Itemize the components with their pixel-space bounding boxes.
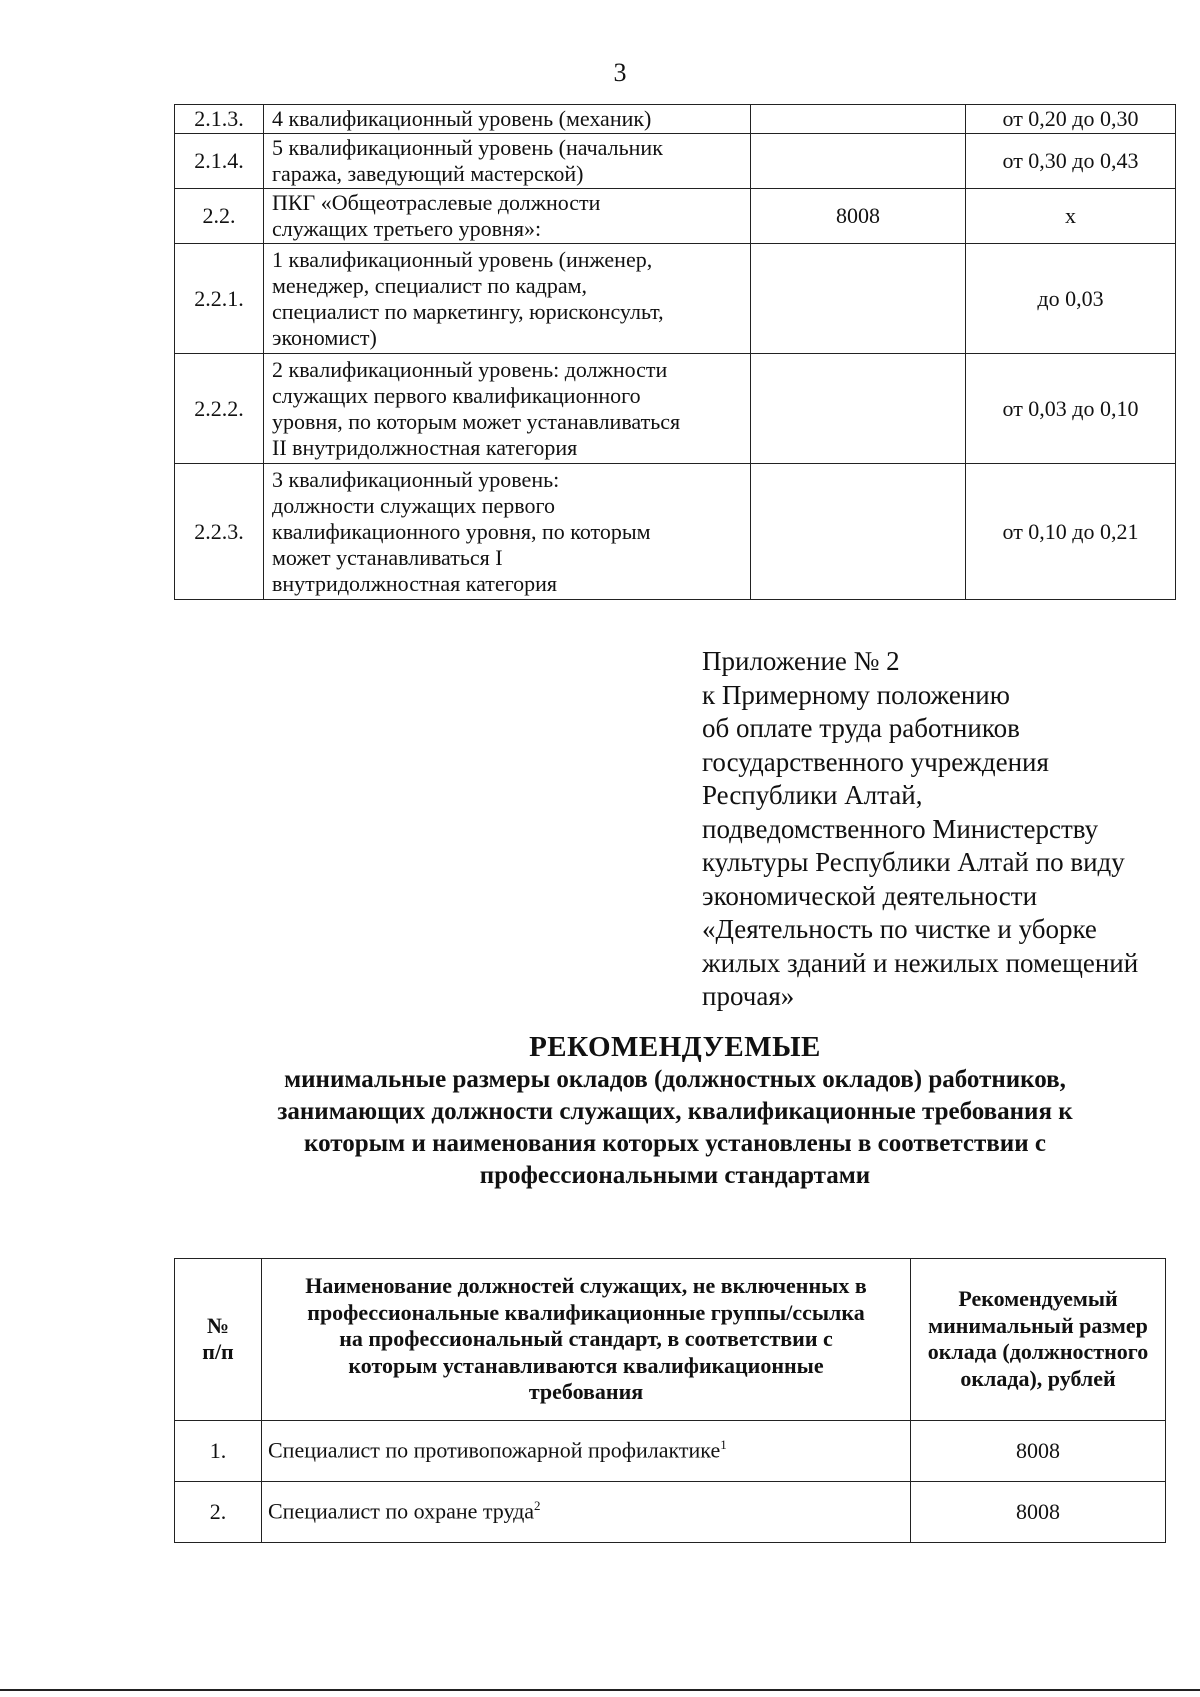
appendix-reference bbox=[702, 645, 1182, 1014]
table-header-row bbox=[175, 1259, 1166, 1421]
table-row bbox=[175, 1420, 1166, 1481]
appendix-line: прочая» bbox=[702, 981, 795, 1011]
row-name: 3 квалификационный уровень: должности служащих первого квалификационного уровня, по которым может устанавливаться I внутридолжностная категория bbox=[264, 464, 751, 600]
row-coefficient: от 0,03 до 0,10 bbox=[966, 354, 1176, 464]
appendix-line: подведомственного Министерству bbox=[702, 813, 1099, 844]
appendix-line: к Примерному положению bbox=[702, 679, 1010, 710]
appendix-line: экономической деятельности bbox=[702, 880, 1038, 911]
row-code: 2.2.1. bbox=[175, 244, 264, 354]
row-code: 2.2.3. bbox=[175, 464, 264, 600]
row-salary bbox=[751, 464, 966, 600]
appendix-line: об оплате труда работников bbox=[702, 713, 1020, 743]
row-coefficient: х bbox=[966, 189, 1176, 244]
table-row bbox=[175, 244, 1176, 354]
row-name: 5 квалификационный уровень (начальник гаража, заведующий мастерской) bbox=[264, 134, 751, 189]
row-name: 2 квалификационный уровень: должности служащих первого квалификационного уровня, по которым может устанавливаться II внутридолжностная категория bbox=[264, 354, 751, 464]
appendix-line: Приложение № 2 bbox=[702, 646, 900, 676]
row-name: ПКГ «Общеотраслевые должности служащих третьего уровня»: bbox=[264, 189, 751, 244]
row-position: Специалист по противопожарной профилактике$^1$ bbox=[262, 1420, 911, 1481]
row-code: 2.1.4. bbox=[175, 134, 264, 189]
row-salary bbox=[751, 244, 966, 354]
row-name: 1 квалификационный уровень (инженер, менеджер, специалист по кадрам, специалист по маркетингу, юрисконсульт, экономист) bbox=[264, 244, 751, 354]
heading-title: РЕКОМЕНДУЕМЫЕ bbox=[529, 1031, 821, 1063]
row-salary bbox=[751, 105, 966, 134]
row-salary: 8008 bbox=[911, 1481, 1166, 1542]
table-row bbox=[175, 134, 1176, 189]
row-number: 2. bbox=[175, 1481, 262, 1542]
header-number: № п/п bbox=[175, 1259, 262, 1421]
appendix-line: культуры Республики Алтай по виду bbox=[702, 847, 1125, 877]
table-row bbox=[175, 189, 1176, 244]
footnote-divider bbox=[0, 1689, 1200, 1691]
salary-table bbox=[174, 1258, 1166, 1543]
row-coefficient: от 0,30 до 0,43 bbox=[966, 134, 1176, 189]
appendix-line: «Деятельность по чистке и уборке bbox=[702, 914, 1097, 944]
row-name: 4 квалификационный уровень (механик) bbox=[264, 105, 751, 134]
document-heading bbox=[174, 1030, 1176, 1192]
row-coefficient: от 0,20 до 0,30 bbox=[966, 105, 1176, 134]
header-position: Наименование должностей служащих, не включенных в профессиональные квалификационные группы/ссылка на профессиональный стандарт, в соответствии с которым устанавливаются квалификационные требования bbox=[262, 1259, 911, 1421]
appendix-line: Республики Алтай, bbox=[702, 780, 923, 810]
row-coefficient: до 0,03 bbox=[966, 244, 1176, 354]
heading-subtitle: минимальные размеры окладов (должностных окладов) работников, занимающих должности служащих, квалификационные требования к которым и наименования которых установлены в соответствии с профессиональными стандартами bbox=[277, 1066, 1073, 1189]
row-coefficient: от 0,10 до 0,21 bbox=[966, 464, 1176, 600]
row-salary: 8008 bbox=[911, 1420, 1166, 1481]
table-row bbox=[175, 105, 1176, 134]
table-row bbox=[175, 464, 1176, 600]
footnote-marker: 2 bbox=[534, 1498, 541, 1514]
coefficients-table bbox=[174, 104, 1176, 600]
appendix-line: жилых зданий и нежилых помещений bbox=[702, 947, 1139, 978]
row-salary: 8008 bbox=[751, 189, 966, 244]
row-code: 2.1.3. bbox=[175, 105, 264, 134]
row-code: 2.2.2. bbox=[175, 354, 264, 464]
row-salary bbox=[751, 354, 966, 464]
row-position: Специалист по охране труда$^2$ bbox=[262, 1481, 911, 1542]
row-code: 2.2. bbox=[175, 189, 264, 244]
page-number: 3 bbox=[613, 58, 627, 87]
table-row bbox=[175, 354, 1176, 464]
row-salary bbox=[751, 134, 966, 189]
appendix-line: государственного учреждения bbox=[702, 746, 1049, 777]
footnote-marker: 1 bbox=[720, 1437, 727, 1453]
table-row bbox=[175, 1481, 1166, 1542]
row-number: 1. bbox=[175, 1420, 262, 1481]
header-salary: Рекомендуемый минимальный размер оклада (должностного оклада), рублей bbox=[911, 1259, 1166, 1421]
